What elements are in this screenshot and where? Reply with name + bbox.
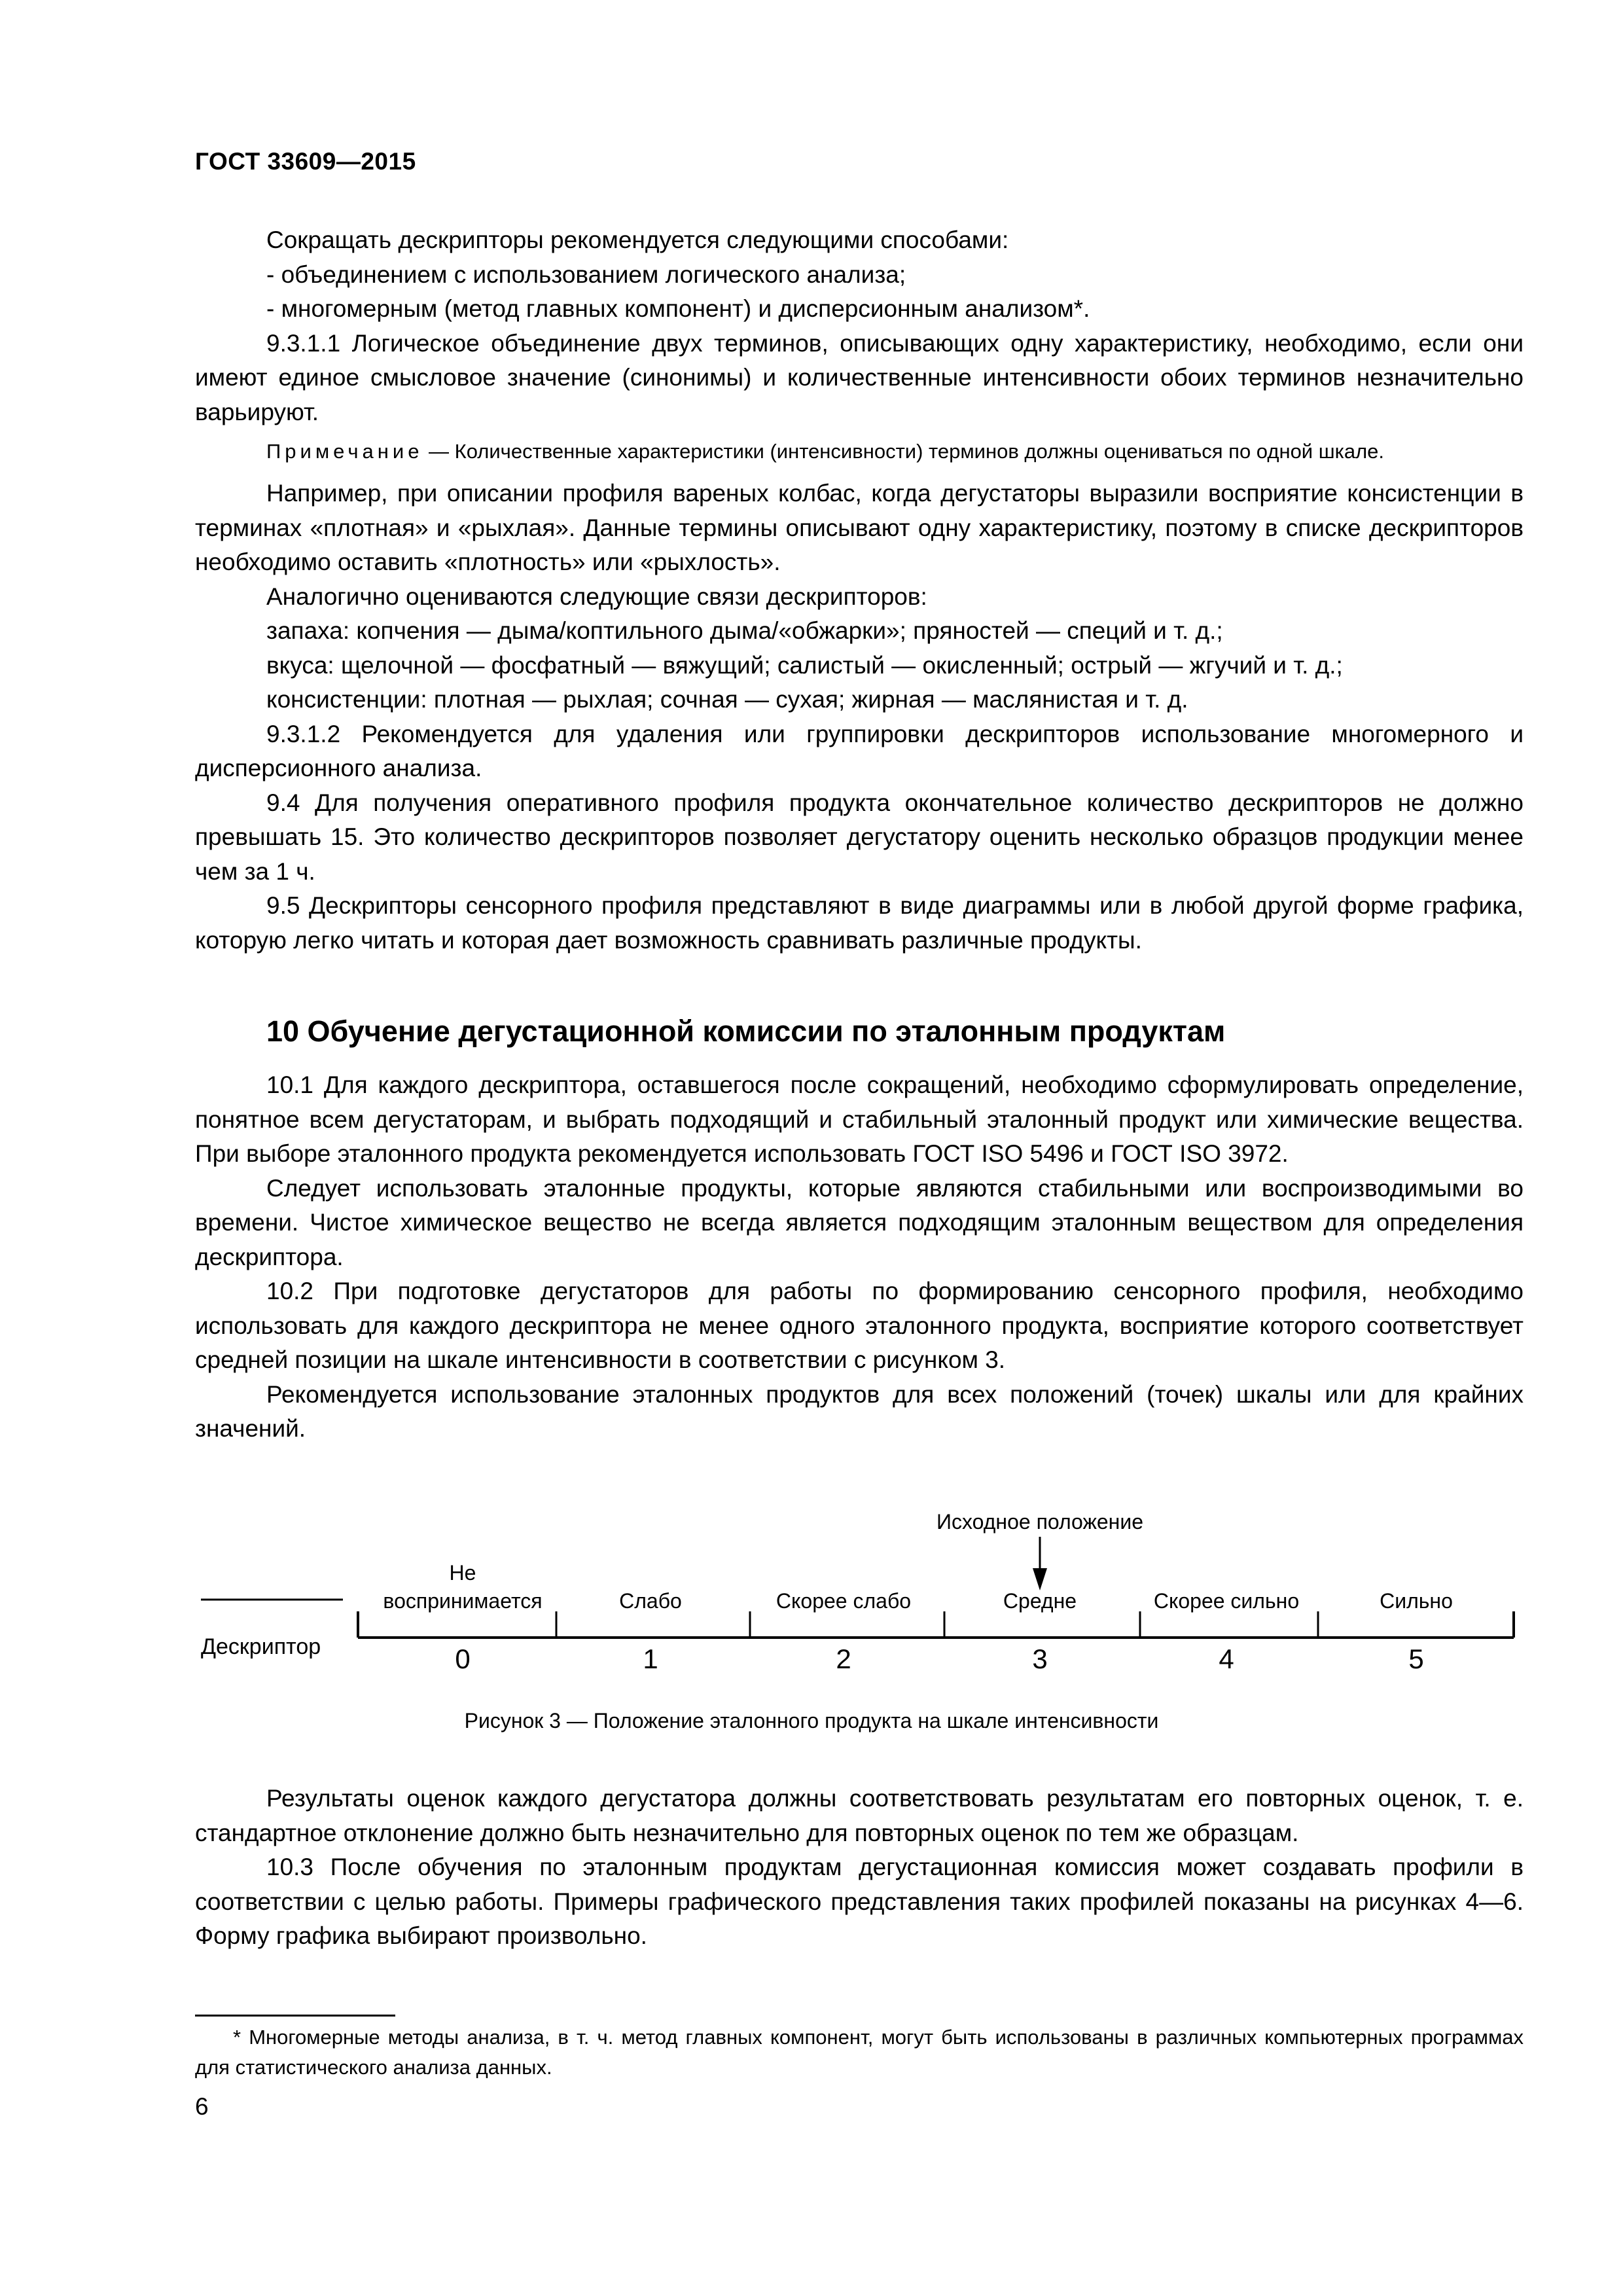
level-label-0-line2: воспринимается: [383, 1589, 543, 1613]
paragraph: Аналогично оцениваются следующие связи дескрипторов:: [266, 583, 927, 610]
paragraph: 9.5 Дескрипторы сенсорного профиля представляют в виде диаграммы или в любой другой форме графика, которую легко читать и которая дает возможность сравнивать различные продукты.: [195, 892, 1524, 954]
paragraph: Следует использовать эталонные продукты, которые являются стабильными или воспроизводимыми во времени. Чистое химическое вещество не всегда является подходящим эталонным веществом для определения дескриптора.: [195, 1174, 1524, 1270]
paragraph: 9.4 Для получения оперативного профиля продукта окончательное количество дескрипторов не должно превышать 15. Это количество дескрипторов позволяет дегустатору оценить несколько образцов продукции менее чем за 1 ч.: [195, 789, 1524, 885]
text-block-3: [195, 1782, 1524, 1954]
level-label-1: Слабо: [619, 1589, 682, 1613]
level-label-0-line1: Не: [449, 1561, 476, 1585]
paragraph: вкуса: щелочной — фосфатный — вяжущий; салистый — окисленный; острый — жгучий и т. д.;: [266, 651, 1343, 679]
paragraph: 9.3.1.2 Рекомендуется для удаления или группировки дескрипторов использование многомерного и дисперсионного анализа.: [195, 720, 1524, 781]
page-number: 6: [195, 2093, 209, 2120]
list-item: - многомерным (метод главных компонент) и дисперсионным анализом*.: [266, 295, 1090, 322]
document-header: ГОСТ 33609—2015: [195, 148, 416, 175]
figure-caption: Рисунок 3 — Положение эталонного продукта на шкале интенсивности: [464, 1709, 1159, 1732]
note-text: — Количественные характеристики (интенсивности) терминов должны оцениваться по одной шкале.: [423, 440, 1385, 463]
section-heading: 10 Обучение дегустационной комиссии по эталонным продуктам: [266, 1014, 1226, 1048]
level-label-5: Сильно: [1380, 1589, 1453, 1613]
footnote: [195, 2022, 1524, 2083]
level-value-5: 5: [1408, 1643, 1424, 1674]
paragraph: запаха: копчения — дыма/коптильного дыма/«обжарки»; пряностей — специй и т. д.;: [266, 617, 1223, 644]
paragraph: 10.3 После обучения по эталонным продуктам дегустационная комиссия может создавать профили в соответствии с целью работы. Примеры графического представления таких профилей показаны на рисунках 4—6. Форму графика выбирают произвольно.: [195, 1854, 1524, 1949]
paragraph: 9.3.1.1 Логическое объединение двух терминов, описывающих одну характеристику, необходимо, если они имеют единое смысловое значение (синонимы) и количественные интенсивности обоих терминов незначительно варьируют.: [195, 329, 1524, 425]
start-position-label: Исходное положение: [936, 1510, 1143, 1534]
paragraph: Рекомендуется использование эталонных продуктов для всех положений (точек) шкалы или для крайних значений.: [195, 1380, 1524, 1442]
footnote-text: * Многомерные методы анализа, в т. ч. метод главных компонент, могут быть использованы в различных компьютерных программах для статистического анализа данных.: [195, 2026, 1524, 2079]
descriptor-label: Дескриптор: [201, 1634, 321, 1659]
level-label-2: Скорее слабо: [776, 1589, 912, 1613]
paragraph: 10.2 При подготовке дегустаторов для работы по формированию сенсорного профиля, необходимо использовать для каждого дескриптора не менее одного эталонного продукта, восприятие которого соответствует средней позиции на шкале интенсивности в соответствии с рисунком 3.: [195, 1278, 1524, 1373]
paragraph: консистенции: плотная — рыхлая; сочная — сухая; жирная — маслянистая и т. д.: [266, 686, 1188, 713]
paragraph: 10.1 Для каждого дескриптора, оставшегося после сокращений, необходимо сформулировать определение, понятное всем дегустаторам, и выбрать подходящий и стабильный эталонный продукт или химические вещества. При выборе эталонного продукта рекомендуется использовать ГОСТ ISO 5496 и ГОСТ ISO 3972.: [195, 1071, 1524, 1167]
list-item: - объединением с использованием логического анализа;: [266, 260, 906, 288]
level-value-3: 3: [1032, 1643, 1048, 1674]
note-label: Примечание: [266, 440, 423, 463]
level-label-4: Скорее сильно: [1153, 1589, 1300, 1613]
paragraph: Сокращать дескрипторы рекомендуется следующими способами:: [266, 226, 1009, 253]
scale-levels: [455, 1589, 1453, 1674]
paragraph: Результаты оценок каждого дегустатора должны соответствовать результатам его повторных оценок, т. е. стандартное отклонение должно быть незначительно для повторных оценок по тем же образцам.: [195, 1785, 1524, 1846]
level-value-1: 1: [643, 1643, 658, 1674]
footnote-divider: [195, 2015, 395, 2017]
level-label-3: Средне: [1003, 1589, 1077, 1613]
level-value-0: 0: [455, 1643, 471, 1674]
arrow-down-icon: [1033, 1568, 1047, 1590]
level-value-4: 4: [1219, 1643, 1234, 1674]
paragraph: Например, при описании профиля вареных колбас, когда дегустаторы выразили восприятие консистенции в терминах «плотная» и «рыхлая». Данные термины описывают одну характеристику, поэтому в списке дескрипторов необходимо оставить «плотность» или «рыхлость».: [195, 480, 1524, 575]
level-value-2: 2: [836, 1643, 851, 1674]
